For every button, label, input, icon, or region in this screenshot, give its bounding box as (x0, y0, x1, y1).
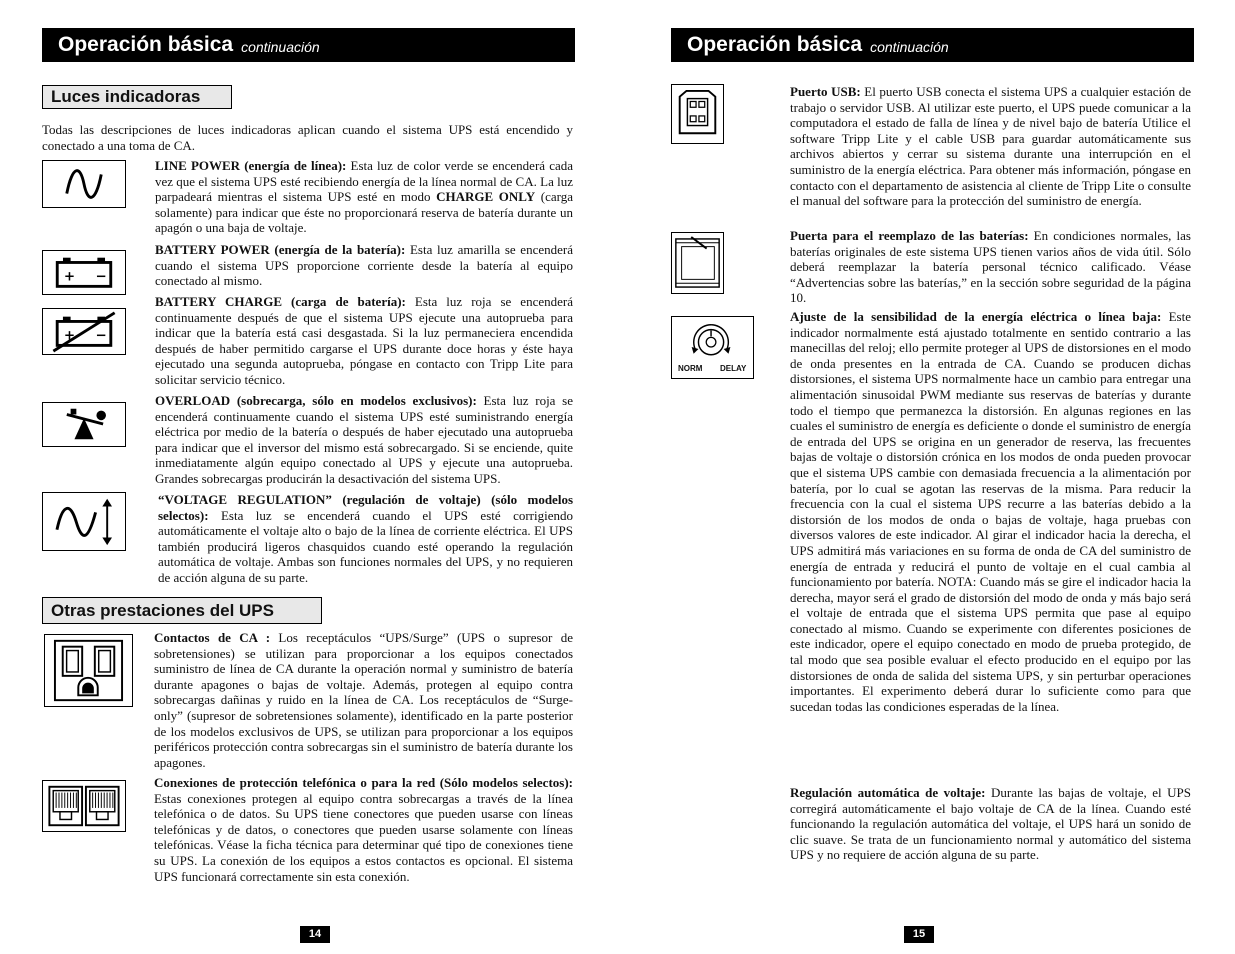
line-power-text: LINE POWER (energía de línea): Esta luz de color verde se encenderá cada vez que el sistema UPS esté recibiendo energía de la línea normal de CA. La luz parpadeará mientras el sistema UPS esté en modo CHARGE ONLY (carga solamente) para indicar que éste no proporcionará reserva de batería durante un apagón o una baja de voltaje. (155, 158, 574, 236)
svg-text:−: − (95, 269, 107, 285)
ac-outlet-icon (44, 634, 133, 707)
battery-icon (42, 250, 126, 295)
phone-jack-icon (42, 780, 126, 832)
right-header-banner (671, 28, 1194, 62)
page-title: Operación básica (58, 33, 234, 56)
battery-door-icon (671, 232, 724, 294)
voltage-regulation-icon (42, 492, 126, 551)
page-number-right: 15 (904, 926, 934, 943)
battery-door-text: Puerta para el reemplazo de las baterías: En condiciones normales, las baterías originales de este sistema UPS tienen varios años de vida útil. Sólo deberá reemplazar la batería personal técnico calificado. Véase “Advertencias sobre las baterías,” en la sección sobre seguridad de la página 10. (790, 228, 1191, 306)
auto-voltage-regulation-text: Regulación automática de voltaje: Durante las bajas de voltaje, el UPS corregirá automáticamente el bajo voltaje de CA de la línea. Cuando esté funcionando la regulación automática del voltaje, el UPS hará un sonido de clic suave. Se trata de un funcionamiento normal y automático del sistema UPS y no requiere de acción alguna de su parte. (790, 785, 1191, 863)
page-subtitle: continuación (241, 38, 320, 55)
section-heading-other-features: Otras prestaciones del UPS (42, 597, 322, 624)
page-title: Operación básica (687, 33, 863, 56)
indicator-intro: Todas las descripciones de luces indicadoras aplican cuando el sistema UPS está encendido y conectado a una toma de CA. (42, 122, 573, 153)
battery-power-text: BATTERY POWER (energía de la batería): Esta luz amarilla se encenderá cuando el sistema UPS proporcione corriente desde la batería al equipo conectado al mismo. (155, 242, 573, 289)
voltage-regulation-text: “VOLTAGE REGULATION” (regulación de voltaje) (sólo modelos selectos): Esta luz se encenderá cuando el UPS esté corrigiendo automáticamente el voltaje alto o bajo de la línea de corriente eléctrica. El UPS también producirá ligeros chasquidos cuando esté operando la regulación automática de voltaje. Ambas son funciones normales del UPS, y no requieren de acción alguna de su parte. (158, 492, 573, 585)
dial-label-norm: NORM (678, 364, 703, 373)
sine-wave-icon (42, 160, 126, 208)
svg-text:−: − (95, 328, 107, 344)
usb-port-icon (671, 84, 724, 144)
sensitivity-dial-icon (671, 316, 754, 379)
svg-text:+: + (63, 269, 76, 285)
phone-jacks-text: Conexiones de protección telefónica o para la red (Sólo modelos selectos): Estas conexiones protegen al equipo contra sobrecargas a través de la línea telefónica o de datos. Su UPS tiene conectores que pueden usarse con líneas telefónicas y de datos, o conectores que pueden usarse solamente con líneas telefónicas. Véase la ficha técnica para determinar qué tipo de conexiones tiene su UPS. La conexión de los equipos a estos contactos es opcional. El sistema UPS funcionará correctamente sin esta conexión. (154, 775, 573, 884)
ac-outlets-text: Contactos de CA : Los receptáculos “UPS/Surge” (UPS o supresor de sobretensiones) se utilizan para proporcionar a los equipos conectados suministro de línea de CA durante la operación normal y suministro de batería durante apagones o bajas de voltaje. Además, protegen al equipo contra sobrecargas dañinas y ruido en la línea de CA. Los receptáculos de “Surge-only” (supresor de sobretensiones solamente), identificado en la parte posterior de los modelos exclusivos de UPS, se utilizan para proporcionar a los equipos periféricos protección contra sobrecargas sin el suministro de batería durante los apagones. (154, 630, 573, 770)
dial-label-delay: DELAY (720, 364, 747, 373)
overload-text: OVERLOAD (sobrecarga, sólo en modelos exclusivos): Esta luz roja se encenderá continuamente cuando el sistema UPS esté suministrando energía eléctrica por medio de la batería o después de haber ejecutado una autoprueba para indicar que el inversor del mismo está sobrecargado. Si se enciende, quite inmediatamente algún equipo conectado al UPS y ejecute una autoprueba. Grandes sobrecargas producirán la desactivación del sistema UPS. (155, 393, 573, 486)
page-number-left: 14 (300, 926, 330, 943)
usb-port-text: Puerto USB: El puerto USB conecta el sistema UPS a cualquier estación de trabajo o servidor USB. Al utilizar este puerto, el UPS puede comunicar a la computadora el estado de falla de línea y de nivel bajo de batería Utilice el software Tripp Lite y el cable USB para guardar automáticamente sus archivos abiertos y cerrar su sistema durante una interrupción en el suministro de la energía eléctrica. Para obtener más información, póngase en contacto con el departamento de asistencia al cliente de Tripp Lite o consulte el manual del software para la protección del suministro de energía. (790, 84, 1191, 209)
page-subtitle: continuación (870, 38, 949, 55)
overload-icon (42, 402, 126, 447)
battery-charge-icon (42, 308, 126, 355)
section-heading-indicator-lights: Luces indicadoras (42, 85, 232, 109)
left-header-banner (42, 28, 575, 62)
battery-charge-text: BATTERY CHARGE (carga de batería): Esta luz roja se encenderá continuamente después de que el sistema UPS ejecute una autoprueba para indicar que la batería está casi desgastada. Si la luz permaneciera encendida después de haber permitido cargarse el UPS durante doce horas y éste haya ejecutado una segunda autoprueba, póngase en contacto con Tripp Lite para solicitar servicio técnico. (155, 294, 573, 387)
sensitivity-dial-text: Ajuste de la sensibilidad de la energía eléctrica o línea baja: Este indicador normalmente está ajustado totalmente en sentido contrario a las manecillas del reloj; ello permite proteger al UPS de distorsiones en el modo de onda presentes en la entrada de CA. Cuando se producen dichas distorsiones, el sistema UPS normalmente hace un cambio para entregar una alimentación sinusoidal PWM mediante sus reservas de baterías y durante todo el tiempo que permanezca la distorsión. En algunas regiones en las cuales el suministro de energía es deficiente o donde el suministro de energía de entrada del UPS se origina en un generador de reserva, las frecuentes bajas de voltaje o distorsión crónica en los modos de onda pueden provocar que el sistema UPS cambie con demasiada frecuencia a la alimentación por batería, por lo cual se agotan las reservas de la misma. Para reducir la frecuencia con la cual el sistema UPS recurre a las baterías debido a la distorsión de los modos de onda o bajas de voltaje, haga pruebas con diversos valores de este indicador. Al girar el indicador hacia la derecha, el UPS admitirá más variaciones en su forma de onda de CA del suministro de energía de entrada y reducirá el punto de voltaje en el cual cambia al funcionamiento por batería. NOTA: Cuando más se gire el indicador hacia la derecha, mayor será el grado de distorsión del modo de onda y más bajo será el voltaje de entrada que el sistema UPS permita que pase al equipo conectado al mismo. Cuando se experimente con diferentes posiciones de este indicador, opere el equipo conectado en modo de prueba protegido, de tal modo que sea posible evaluar el efecto producido en el equipo por las distorsiones de onda de salida del sistema UPS, y sin perturbar operaciones importantes. El experimento deberá durar lo suficiente como para que sucedan todas las condiciones esperadas de la línea. (790, 309, 1191, 714)
svg-text:+: + (63, 328, 76, 344)
